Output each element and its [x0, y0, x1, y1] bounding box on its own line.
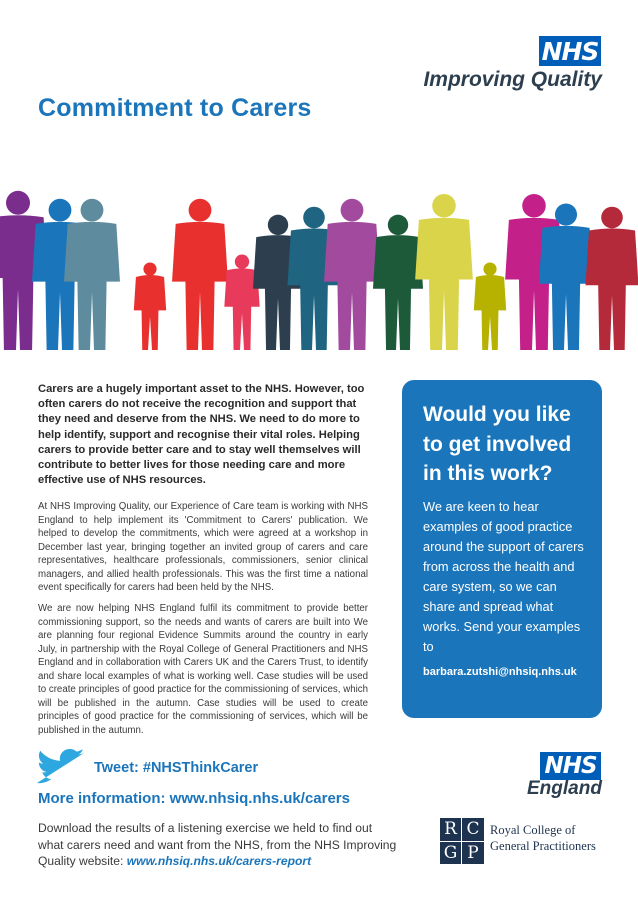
carers-report-link[interactable]: www.nhsiq.nhs.uk/carers-report — [126, 854, 312, 868]
person-silhouette — [474, 262, 506, 350]
people-silhouettes-banner — [0, 182, 638, 352]
tweet-hashtag[interactable]: Tweet: #NHSThinkCarer — [94, 760, 259, 776]
nhs-england-logo: NHS — [540, 752, 601, 780]
body-paragraph-1: At NHS Improving Quality, our Experience of Care team is working with NHS England to help implement its 'Commitment to Carers' publication. We helped to develop the commitments, which were agreed at a workshop in December last year, bringing together an invited group of carers and care representatives, healthcare professionals, commissioners, senior clinical managers, and allied health professionals. This was the first time a national event specifically for carers had been held by the NHS. — [38, 501, 368, 593]
person-silhouette — [415, 194, 473, 350]
rcgp-name — [490, 822, 596, 854]
get-involved-callout — [402, 380, 602, 718]
silhouette-figures — [0, 191, 638, 350]
rcgp-letter: R — [440, 818, 462, 842]
callout-body: We are keen to hear examples of good practice around the support of carers from across the health and care system, so we can share and spread what works. Send your examples to — [423, 498, 584, 654]
rcgp-name-line2: General Practitioners — [490, 839, 596, 853]
person-silhouette — [373, 215, 423, 350]
person-silhouette — [172, 199, 228, 350]
person-silhouette — [586, 207, 638, 350]
person-silhouette — [134, 262, 166, 350]
download-description: Download the results of a listening exercise we held to find out what carers need and want from the NHS, from the NHS Improving Quality website: — [38, 821, 397, 868]
nhs-logo: NHS — [539, 36, 601, 66]
person-silhouette — [324, 199, 380, 350]
tagline: Improving Quality — [423, 68, 602, 91]
rcgp-letter: P — [467, 843, 479, 863]
rcgp-letter: C — [462, 818, 484, 842]
rcgp-name-line1: Royal College of — [490, 823, 576, 837]
rcgp-logo — [440, 818, 484, 864]
tweet-row — [36, 748, 336, 784]
page-title: Commitment to Carers — [38, 94, 312, 122]
twitter-bird-icon — [36, 748, 88, 784]
callout-heading: Would you like to get involved in this work? — [423, 403, 572, 485]
body-paragraph-2: We are now helping NHS England fulfil its commitment to provide better commissioning support, so the needs and wants of carers are built into We are planning four regional Evidence Summits around the country in early July, in partnership with the Royal College of General Practitioners and NHS England and in collaboration with Carers UK and the Carers Trust, to identify and share local examples of what is working well. Case studies will be used to create principles of good practice for the commissioning of services, which will be published in the autumn. Case studies will be used to create principles of good practice for the commissioning of services, which will be published in the autumn. — [38, 603, 368, 736]
lead-paragraph: Carers are a hugely important asset to the NHS. However, too often carers do not receive the recognition and support that they need and deserve from the NHS. We need to do more to help identify, support and recognise their vital roles. Helping carers to provide better care and to stay well themselves will contribute to better lives for those needing care and more effective use of NHS resources. — [38, 383, 365, 487]
download-text — [38, 820, 398, 870]
nhs-england-wordmark: England — [527, 778, 602, 799]
callout-email-link[interactable]: barbara.zutshi@nhsiq.nhs.uk — [423, 665, 577, 678]
more-info-link[interactable]: More information: www.nhsiq.nhs.uk/carers — [38, 790, 350, 807]
rcgp-letter: G — [440, 842, 462, 865]
